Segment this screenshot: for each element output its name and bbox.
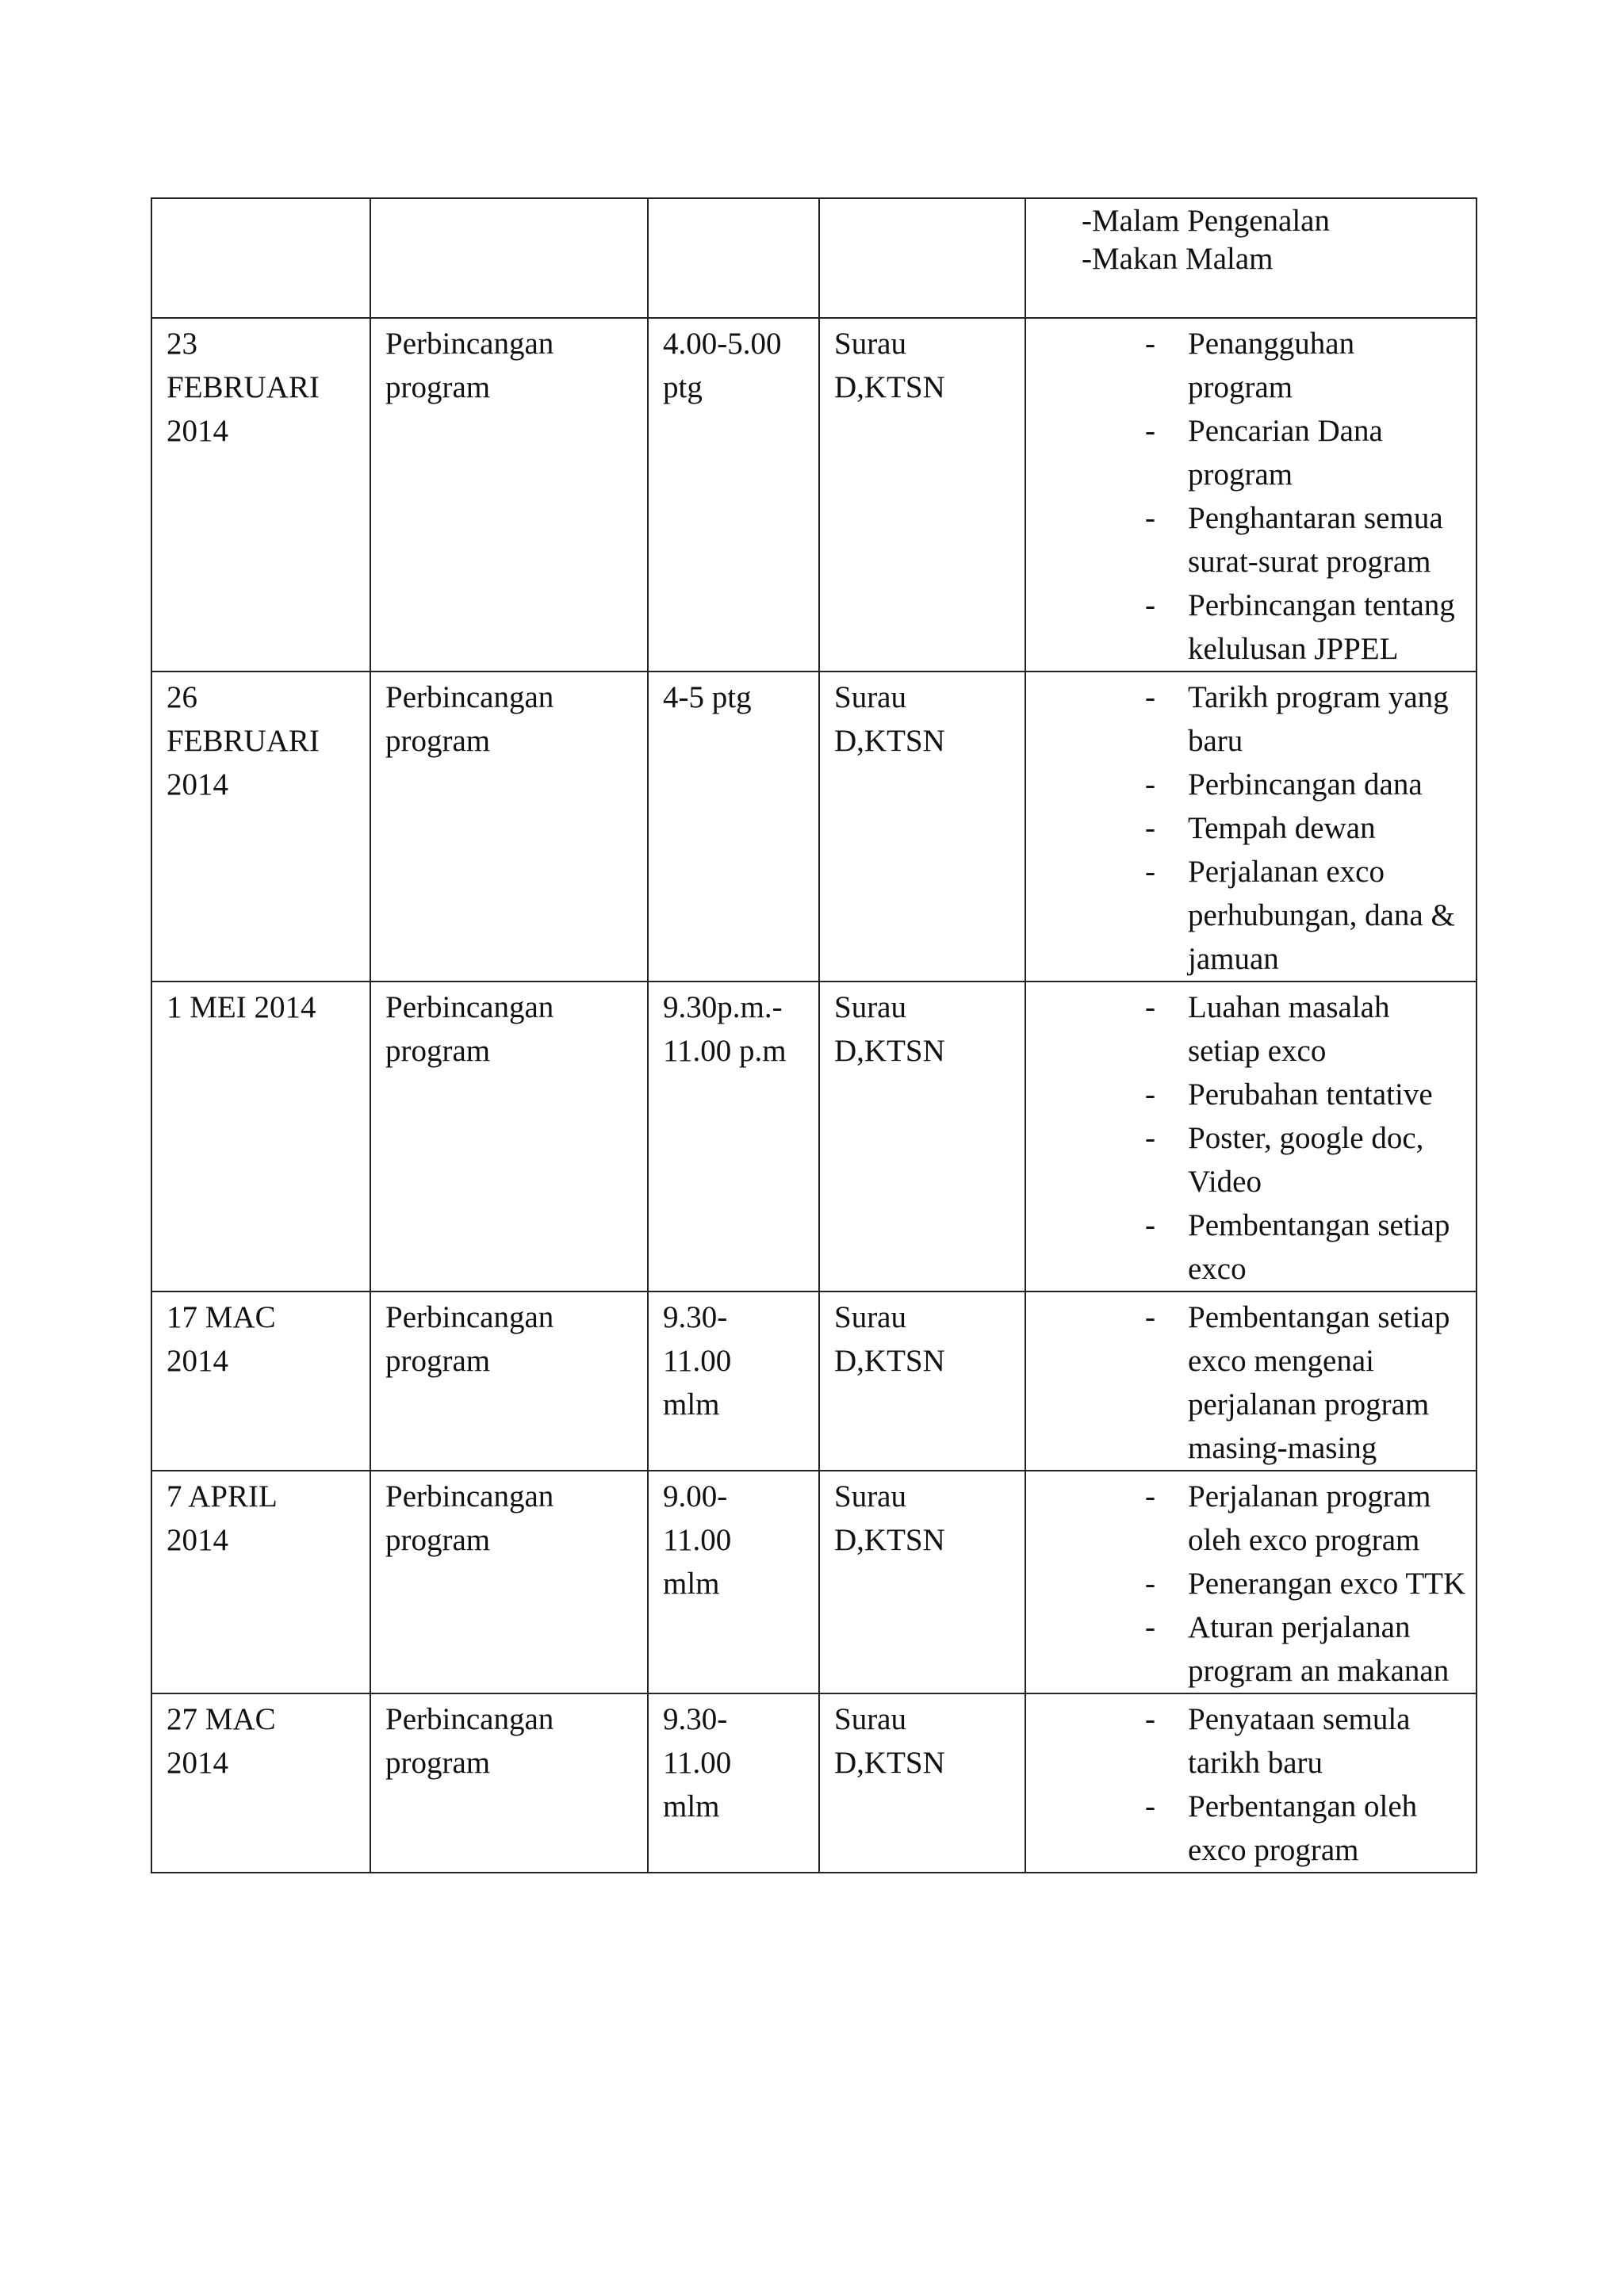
time-line: 9.30-: [663, 1300, 728, 1334]
topic-text: Perubahan tentative: [1188, 1077, 1433, 1112]
topic-item: [1050, 985, 1466, 1073]
date-cell: [151, 982, 370, 1292]
time-line: 11.00: [663, 1344, 732, 1378]
time-line: 4.00-5.00: [663, 327, 782, 361]
activity-cell: [370, 318, 648, 672]
venue-line: D,KTSN: [834, 370, 945, 404]
venue-cell: [819, 318, 1025, 672]
bullet-dash: -: [1145, 1300, 1155, 1334]
venue-line: Surau: [834, 327, 906, 361]
date-line: 2014: [167, 767, 228, 802]
topic-item: [1050, 584, 1466, 671]
time-cell: [648, 318, 819, 672]
topic-item: [1050, 1785, 1466, 1872]
bullet-dash: -: [1145, 990, 1155, 1024]
bullet-dash: -: [1145, 414, 1155, 448]
venue-line: D,KTSN: [834, 1523, 945, 1557]
activity-cell: [370, 672, 648, 982]
activity-line: program: [385, 370, 491, 404]
venue-line: Surau: [834, 1702, 906, 1736]
activity-cell: [370, 1693, 648, 1873]
date-line: 7 APRIL: [167, 1479, 278, 1513]
topic-item: [1050, 322, 1466, 409]
date-cell: [151, 1292, 370, 1471]
bullet-dash: -: [1145, 1702, 1155, 1736]
date-line: 2014: [167, 1344, 228, 1378]
time-cell: [648, 982, 819, 1292]
topic-item: [1050, 1475, 1466, 1562]
notes-cell: [1025, 198, 1477, 318]
topic-item: [1050, 850, 1466, 981]
table-row: [151, 672, 1477, 982]
topic-text: Perbincangan dana: [1188, 767, 1423, 802]
topic-text: Poster, google doc, Video: [1188, 1121, 1424, 1199]
date-cell: [151, 198, 370, 318]
activity-line: program: [385, 1523, 491, 1557]
topics-cell: [1025, 1292, 1477, 1471]
topic-item: [1050, 1116, 1466, 1203]
venue-line: Surau: [834, 1479, 906, 1513]
topic-text: Pembentangan setiap exco mengenai perjalanan program masing-masing: [1188, 1300, 1450, 1465]
activity-cell: [370, 1292, 648, 1471]
date-line: 2014: [167, 1523, 228, 1557]
time-cell: [648, 672, 819, 982]
topic-text: Penerangan exco TTK: [1188, 1567, 1466, 1601]
time-line: 11.00: [663, 1746, 732, 1780]
activity-line: Perbincangan: [385, 327, 554, 361]
bullet-dash: -: [1145, 501, 1155, 535]
date-line: 2014: [167, 414, 228, 448]
activity-line: Perbincangan: [385, 1702, 554, 1736]
venue-cell: [819, 1471, 1025, 1693]
topic-item: [1050, 1295, 1466, 1470]
topic-text: Penangguhan program: [1188, 327, 1355, 404]
venue-cell: [819, 982, 1025, 1292]
topic-text: Aturan perjalanan program an makanan: [1188, 1610, 1450, 1688]
venue-cell: [819, 1693, 1025, 1873]
time-line: 4-5 ptg: [663, 680, 752, 714]
table-row: [151, 1292, 1477, 1471]
topic-item: [1050, 1073, 1466, 1116]
topic-item: [1050, 763, 1466, 806]
time-line: 9.00-: [663, 1479, 728, 1513]
time-line: 9.30-: [663, 1702, 728, 1736]
activity-line: program: [385, 724, 491, 758]
bullet-dash: -: [1145, 327, 1155, 361]
activity-cell: [370, 198, 648, 318]
time-line: 11.00: [663, 1523, 732, 1557]
topics-cell: [1025, 1471, 1477, 1693]
topic-item: [1050, 409, 1466, 496]
time-line: mlm: [663, 1567, 720, 1601]
topic-text: Pembentangan setiap exco: [1188, 1208, 1450, 1286]
date-cell: [151, 318, 370, 672]
table-row: [151, 198, 1477, 318]
bullet-dash: -: [1145, 1208, 1155, 1242]
date-line: 1 MEI 2014: [167, 990, 316, 1024]
time-line: 11.00 p.m: [663, 1034, 787, 1068]
bullet-dash: -: [1145, 767, 1155, 802]
activity-line: program: [385, 1344, 491, 1378]
topic-text: Perjalanan exco perhubungan, dana & jamuan: [1188, 855, 1455, 976]
topic-text: Penghantaran semua surat-surat program: [1188, 501, 1443, 579]
activity-line: Perbincangan: [385, 1300, 554, 1334]
table-row: [151, 1693, 1477, 1873]
topic-text: Perjalanan program oleh exco program: [1188, 1479, 1431, 1557]
activity-line: Perbincangan: [385, 1479, 554, 1513]
topic-text: Tarikh program yang baru: [1188, 680, 1449, 758]
time-cell: [648, 198, 819, 318]
date-line: 2014: [167, 1746, 228, 1780]
topic-text: Penyataan semula tarikh baru: [1188, 1702, 1411, 1780]
time-cell: [648, 1292, 819, 1471]
schedule-table: [151, 197, 1477, 1873]
time-line: mlm: [663, 1387, 720, 1422]
time-cell: [648, 1693, 819, 1873]
topic-item: [1050, 675, 1466, 763]
table-row: [151, 982, 1477, 1292]
date-line: 27 MAC: [167, 1702, 276, 1736]
time-line: mlm: [663, 1789, 720, 1823]
venue-line: Surau: [834, 990, 906, 1024]
bullet-dash: -: [1145, 1567, 1155, 1601]
topic-text: Perbincangan tentang kelulusan JPPEL: [1188, 588, 1455, 666]
date-cell: [151, 1693, 370, 1873]
bullet-dash: -: [1145, 1789, 1155, 1823]
venue-cell: [819, 672, 1025, 982]
topic-item: [1050, 1562, 1466, 1605]
venue-line: D,KTSN: [834, 1344, 945, 1378]
bullet-dash: -: [1145, 811, 1155, 845]
date-line: 26: [167, 680, 197, 714]
topics-cell: [1025, 1693, 1477, 1873]
venue-line: D,KTSN: [834, 724, 945, 758]
date-line: FEBRUARI: [167, 724, 320, 758]
activity-cell: [370, 982, 648, 1292]
time-cell: [648, 1471, 819, 1693]
activity-line: Perbincangan: [385, 990, 554, 1024]
date-cell: [151, 672, 370, 982]
topics-cell: [1025, 318, 1477, 672]
venue-cell: [819, 198, 1025, 318]
topics-cell: [1025, 982, 1477, 1292]
topic-text: Luahan masalah setiap exco: [1188, 990, 1390, 1068]
note-line: -Malam Pengenalan: [1082, 204, 1330, 238]
table-row: [151, 1471, 1477, 1693]
bullet-dash: -: [1145, 1610, 1155, 1644]
topic-text: Perbentangan oleh exco program: [1188, 1789, 1418, 1867]
bullet-dash: -: [1145, 588, 1155, 622]
date-cell: [151, 1471, 370, 1693]
bullet-dash: -: [1145, 680, 1155, 714]
venue-line: D,KTSN: [834, 1746, 945, 1780]
activity-line: program: [385, 1034, 491, 1068]
time-line: ptg: [663, 370, 703, 404]
note-line: -Makan Malam: [1082, 242, 1274, 276]
topic-item: [1050, 496, 1466, 584]
bullet-dash: -: [1145, 1121, 1155, 1155]
date-line: 23: [167, 327, 197, 361]
table-row: [151, 318, 1477, 672]
topic-item: [1050, 806, 1466, 850]
activity-line: program: [385, 1746, 491, 1780]
venue-cell: [819, 1292, 1025, 1471]
activity-line: Perbincangan: [385, 680, 554, 714]
topic-item: [1050, 1697, 1466, 1785]
time-line: 9.30p.m.-: [663, 990, 783, 1024]
topic-text: Tempah dewan: [1188, 811, 1376, 845]
venue-line: Surau: [834, 680, 906, 714]
venue-line: Surau: [834, 1300, 906, 1334]
activity-cell: [370, 1471, 648, 1693]
topic-item: [1050, 1203, 1466, 1291]
venue-line: D,KTSN: [834, 1034, 945, 1068]
date-line: 17 MAC: [167, 1300, 276, 1334]
topics-cell: [1025, 672, 1477, 982]
bullet-dash: -: [1145, 855, 1155, 889]
date-line: FEBRUARI: [167, 370, 320, 404]
topic-text: Pencarian Dana program: [1188, 414, 1383, 492]
schedule-body: [151, 198, 1477, 1873]
bullet-dash: -: [1145, 1479, 1155, 1513]
bullet-dash: -: [1145, 1077, 1155, 1112]
topic-item: [1050, 1605, 1466, 1693]
